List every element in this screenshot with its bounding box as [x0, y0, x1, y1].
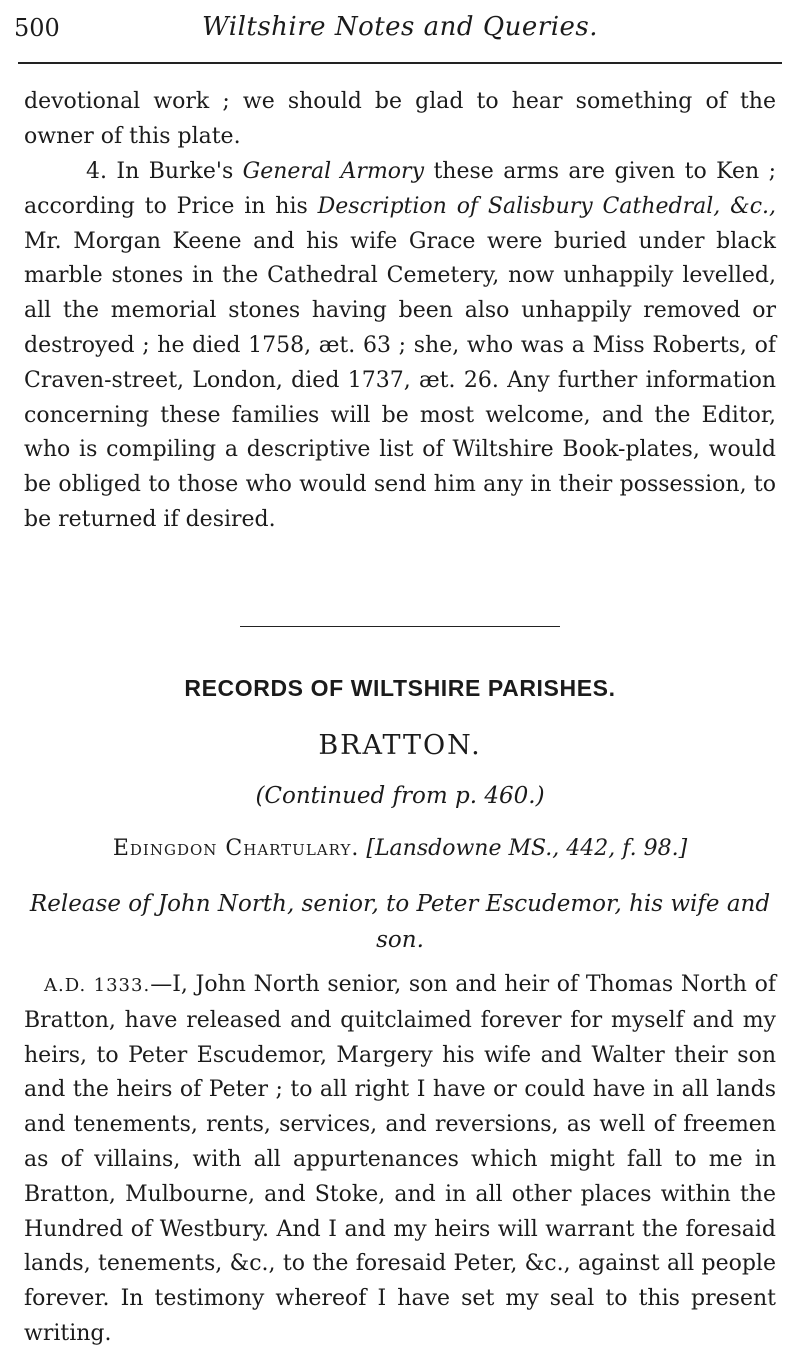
header-rule [18, 62, 782, 64]
page-number: 500 [14, 14, 60, 42]
source-reference: [Lansdowne MS., 442, f. 98.] [366, 836, 688, 861]
text-span: 4. In Burke's [86, 159, 243, 184]
continued-note: (Continued from p. 460.) [255, 783, 545, 809]
section-divider [240, 626, 560, 627]
document-title: Release of John North, senior, to Peter Escudemor, his wife and son. [29, 891, 771, 953]
section-heading: RECORDS OF WILTSHIRE PARISHES. [184, 675, 616, 701]
deed-date: A.D. 1333. [44, 975, 151, 996]
paragraph-devotional-work: devotional work ; we should be glad to hear something of the owner of this plate. [24, 89, 776, 149]
running-title: Wiltshire Notes and Queries. [201, 12, 598, 42]
text-span: Mr. Morgan Keene and his wife Grace were buried under black marble stones in the Cathedral Cemetery, now unhappily levelled, all the memorial stones having been also unhappily removed or destroyed ; he died 1758, æt. 63 ; she, who was a Miss Roberts, of Craven-street, London, died 1737, æt. 26. Any further information concerning these families will be most welcome, and the Editor, who is compiling a descriptive list of Wiltshire Book-plates, would be obliged to those who would send him any in their possession, to be returned if desired. [24, 228, 776, 532]
source-line [0, 836, 800, 861]
paragraph-burke-armory [24, 155, 776, 538]
paragraph-release-deed [24, 968, 776, 1352]
italic-title-general-armory: General Armory [242, 159, 425, 184]
page-header [0, 0, 800, 60]
italic-title-description-salisbury: Description of Salisbury Cathedral, &c., [317, 193, 776, 219]
parish-name: BRATTON. [318, 730, 482, 761]
deed-text: —I, John North senior, son and heir of Thomas North of Bratton, have released and quitclaimed forever for myself and my heirs, to Peter Escudemor, Margery his wife and Walter their son and the heirs of Peter ; to all right I have or could have in all lands and tenements, rents, services, and reversions, as well of freemen as of villains, with all appurtenances which might fall to me in Bratton, Mulbourne, and Stoke, and in all other places within the Hundred of Westbury. And I and my heirs will warrant the foresaid lands, tenements, &c., to the foresaid Peter, &c., against all people forever. In testimony whereof I have set my seal to this present writing. [24, 972, 777, 1346]
text-span: these arms are given to Ken ; according to Price in his [24, 159, 777, 219]
source-name: Edingdon Chartulary. [112, 836, 360, 861]
